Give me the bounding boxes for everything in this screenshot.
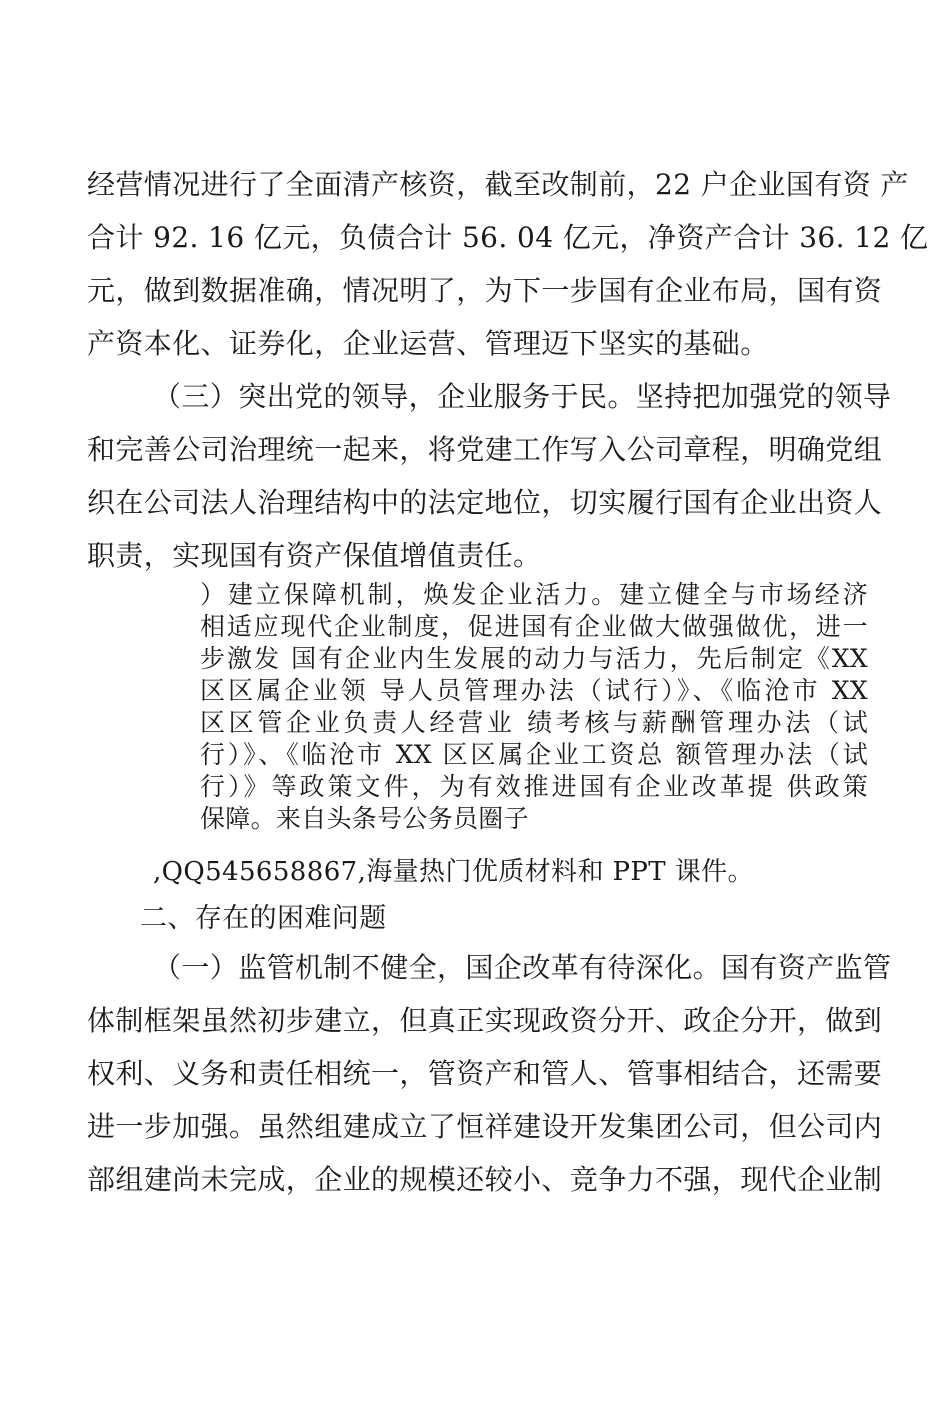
text-line: （三）突出党的领导，企业服务于民。坚持把加强党的领导 (153, 380, 892, 413)
text-line: 和完善公司治理统一起来，将党建工作写入公司章程，明确党组 (87, 433, 883, 466)
text-line: 职责，实现国有资产保值增值责任。 (87, 539, 542, 572)
text-line: 元，做到数据准确，情况明了，为下一步国有企业布局，国有资 (87, 274, 883, 307)
text-line: ）建立保障机制，焕发企业活力。建立健全与市场经济 (200, 580, 868, 609)
text-line: 区区属企业领 导人员管理办法（试行）》、《临沧市 XX (200, 676, 868, 705)
text-line: 行）》、《临沧市 XX 区区属企业工资总 额管理办法（试 (200, 740, 868, 769)
text-line: 相适应现代企业制度，促进国有企业做大做强做优，进一 (200, 612, 868, 641)
text-line: 合计 92. 16 亿元，负债合计 56. 04 亿元，净资产合计 36. 12 亿 (87, 221, 929, 254)
text-line: 行）》等政策文件，为有效推进国有企业改革提 供政策 (200, 772, 868, 801)
text-line: 权利、义务和责任相统一，管资产和管人、管事相结合，还需要 (87, 1057, 883, 1090)
text-line: 产资本化、证券化，企业运营、管理迈下坚实的基础。 (87, 327, 769, 360)
paragraph-contact: ,QQ545658867,海量热门优质材料和 PPT 课件。 (153, 857, 754, 887)
text-line: 区区管企业负责人经营业 绩考核与薪酬管理办法（试 (200, 708, 868, 737)
text-line: 步激发 国有企业内生发展的动力与活力，先后制定《XX (200, 644, 868, 673)
text-line: 经营情况进行了全面清产核资，截至改制前，22 户企业国有资 产 (87, 168, 909, 201)
text-line: 保障。来自头条号公务员圈子 (200, 804, 529, 833)
section-heading: 二、存在的困难问题 (140, 903, 387, 934)
text-line: 部组建尚未完成，企业的规模还较小、竞争力不强，现代企业制 (87, 1163, 883, 1196)
text-line: （一）监管机制不健全，国企改革有待深化。国有资产监管 (153, 951, 892, 984)
text-line: 织在公司法人治理结构中的法定地位，切实履行国有企业出资人 (87, 486, 883, 519)
text-line: 进一步加强。虽然组建成立了恒祥建设开发集团公司，但公司内 (87, 1110, 883, 1143)
text-line: 体制框架虽然初步建立，但真正实现政资分开、政企分开，做到 (87, 1004, 883, 1037)
